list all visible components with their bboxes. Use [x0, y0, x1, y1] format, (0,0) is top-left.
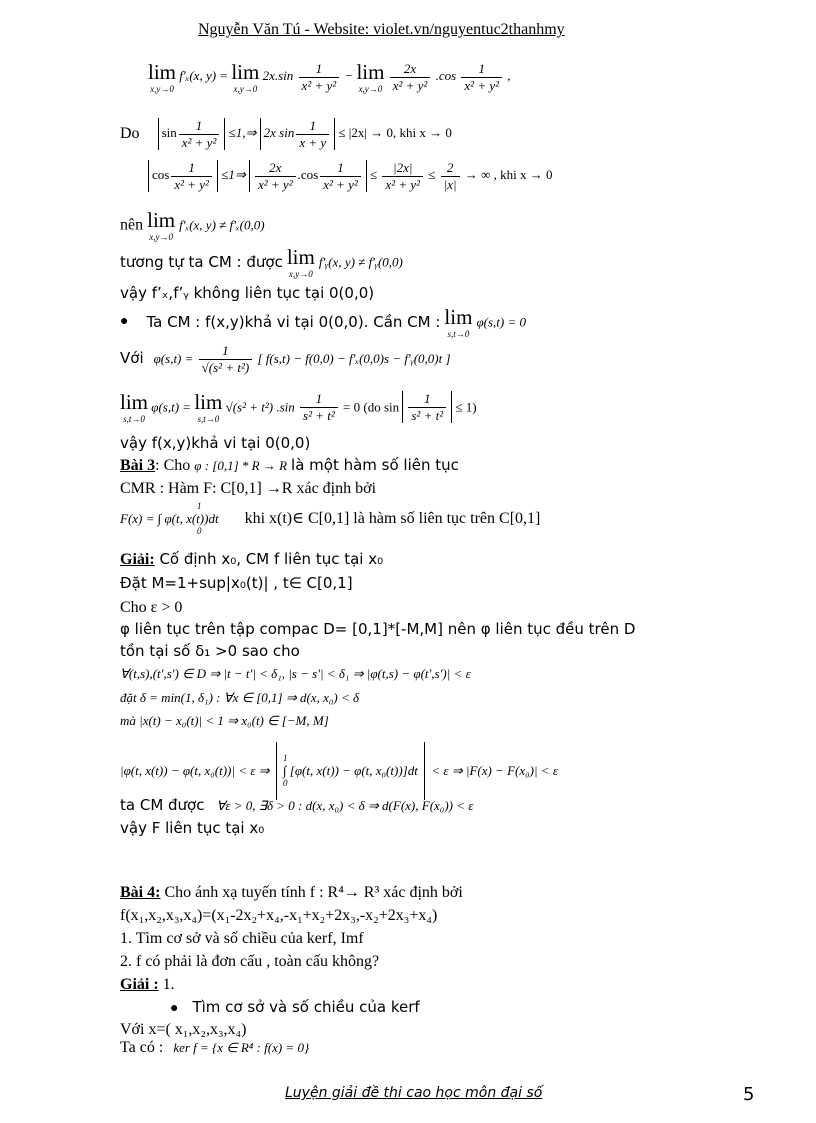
line-tuong-tu: tương tự ta CM : được lim x,y→0 f'ᵧ(x, y) ≠ f'ᵧ(0,0) [120, 245, 403, 280]
expr-text: ≤ |2x| → 0, khi x → 0 [338, 125, 452, 141]
line-ta-cm: ta CM được ∀ε > 0, ∃δ > 0 : d(x, x₀) < δ ⇒ d(F(x), F(x₀)) < ε [120, 796, 474, 814]
bullet1-expression: φ(s,t) = 0 [476, 314, 526, 330]
expr-text: ≤ [428, 167, 436, 183]
bai3-expression: φ : [0,1] * R → R [194, 458, 288, 473]
tuong-tu-expression: f'ᵧ(x, y) ≠ f'ᵧ(0,0) [318, 254, 403, 270]
formula-cos: cos $\frac{1}{\text{x² + y²}}$ ≤1⇒ $\frac{2x}{\text{x² + y²}}$ .cos $\frac{1}{\text{x² + y²}}$ ≤ $\frac{|2x|}{\text{x² + y²}}$ ≤ $\frac{2}{|x|}$ → ∞ , khi x → 0 [148, 160, 553, 192]
page-header [198, 20, 565, 39]
formula-forall: ∀(t,s),(t',s') ∈ D ⇒ |t − t'| < δ₁, |s − s'| < δ₁ ⇒ |φ(t,s) − φ(t',s')| < ε [120, 666, 471, 681]
line-cmr: CMR : Hàm F: C[0,1] →R xác định bởi [120, 480, 377, 497]
fraction: $\frac{1}{\text{x² + y²}}$ [299, 61, 340, 93]
lim-operator: lim [231, 60, 260, 84]
bullet-ta-cm: ● Ta CM : f(x,y)khả vi tại 0(0,0). Cần CM : lim s,t→0 φ(s,t) = 0 [120, 305, 526, 340]
formula-F: 1 F(x) = ∫ φ(t, x(t))dt 0 khi x(t)∈ C[0,1] là hàm số liên tục trên C[0,1] [120, 501, 541, 536]
bai3-title: Bài 3 [120, 457, 156, 474]
expr-text: → ∞ , khi x → 0 [464, 167, 553, 183]
lim-subscript: x,y→0 [358, 84, 383, 95]
line-q1: 1. Tìm cơ sở và số chiều của kerf, Imf [120, 930, 364, 947]
fraction: $\frac{|2x|}{\text{x² + y²}}$ [382, 160, 423, 192]
line-nen: nên lim x,y→0 f'ₓ(x, y) ≠ f'ₓ(0,0) [120, 208, 265, 243]
ker-expression: ker f = {x ∈ R⁴ : f(x) = 0} [173, 1040, 310, 1055]
giai-heading: Giải: Cố định x₀, CM f liên tục tại x₀ [120, 550, 384, 568]
fraction: $\frac{2x}{\text{x² + y²}}$ [390, 61, 431, 93]
fraction: $\frac{2}{|x|}$ [441, 160, 460, 192]
formula-dat-delta: đặt δ = min(1, δ₁) : ∀x ∈ [0,1] ⇒ d(x, x₀) < δ [120, 690, 360, 705]
bai4-title: Bài 4: [120, 884, 161, 901]
giai-label: Giải: [120, 551, 155, 568]
minus-sign: − [344, 68, 354, 84]
expr-text: , [507, 68, 511, 84]
line-voi-phi: Với φ(s,t) = $\frac{1}{\text{√(s² + t²)}}$ [ f(s,t) − f(0,0) − f'ₓ(0,0)s − f'ᵧ(0,0)t ] [120, 343, 451, 375]
expr-text: ≤ [370, 167, 378, 183]
line-vay3: vậy F liên tục tại x₀ [120, 819, 265, 837]
line-vay2: vậy f(x,y)khả vi tại 0(0,0) [120, 434, 311, 452]
formula-lim-fx [148, 60, 511, 94]
line-ton-tai: tồn tại số δ₁ >0 sao cho [120, 642, 300, 660]
do-label: Do [120, 124, 140, 142]
line-vay1: vậy f’ₓ,f’ᵧ không liên tục tại 0(0,0) [120, 284, 375, 302]
line-phi-lien-tuc: φ liên tục trên tập compac D= [0,1]*[-M,M] nên φ liên tục đều trên D [120, 620, 636, 638]
formula-do: Do sin $\frac{1}{\text{x² + y²}}$ ≤1,⇒ 2x sin $\frac{1}{x + y}$ ≤ |2x| → 0, khi x → 0 [120, 118, 452, 150]
tuong-tu-text: tương tự ta CM : được [120, 253, 283, 272]
expr-text: 2x.sin [262, 68, 294, 84]
expr-text: .cos [435, 68, 457, 84]
line-dat-m: Đặt M=1+sup|x₀(t)| , t∈ C[0,1] [120, 574, 353, 592]
line-voi-x: Với x=( x₁,x₂,x₃,x₄) [120, 1021, 247, 1038]
bullet-kerf: ● Tìm cơ sở và số chiều của kerf [170, 998, 420, 1016]
fx-partial: f'ₓ(x, y) = [179, 68, 229, 84]
nen-expression: f'ₓ(x, y) ≠ f'ₓ(0,0) [179, 217, 265, 233]
line-q2: 2. f có phải là đơn cấu , toàn cấu không? [120, 953, 380, 970]
ta-cm-expression: ∀ε > 0, ∃δ > 0 : d(x, x₀) < δ ⇒ d(F(x), F(x₀)) < ε [216, 798, 474, 813]
giai2-label: Giải : [120, 976, 159, 993]
formula-integral-ineq: |φ(t, x(t)) − φ(t, x₀(t))| < ε ⇒ 1 ∫ [φ(t, x(t)) − φ(t, x₀(t))]dt 0 < ε ⇒ |F(x) − F(x₀)| < ε [120, 742, 558, 800]
line-ta-co: Ta có : ker f = {x ∈ R⁴ : f(x) = 0} [120, 1039, 310, 1056]
header-website: - Website: violet.vn/nguyentuc2thanhmy [300, 21, 565, 38]
expr-text: ≤1⇒ [221, 167, 246, 183]
page-footer-title: Luyện giải đề thi cao học môn đại số [285, 1085, 543, 1101]
F-text: khi x(t)∈ C[0,1] là hàm số liên tục trên C[0,1] [244, 510, 541, 528]
page-number: 5 [743, 1084, 755, 1105]
lim-subscript: x,y→0 [150, 84, 174, 95]
formula-ma: mà |x(t) − x₀(t)| < 1 ⇒ x₀(t) ∈ [−M, M] [120, 713, 329, 728]
expr-text: ≤1,⇒ [228, 125, 257, 141]
voi-label: Với [120, 349, 144, 368]
lim-subscript: x,y→0 [233, 84, 258, 95]
F-definition: F(x) = ∫ φ(t, x(t))dt [120, 511, 219, 526]
header-author: Nguyễn Văn Tú [198, 21, 301, 38]
nen-label: nên [120, 216, 144, 234]
bai3-heading: Bài 3: Cho φ : [0,1] * R → R là một hàm số liên tục [120, 456, 459, 474]
bai4-heading: Bài 4: Cho ánh xạ tuyến tính f : R⁴→ R³ xác định bởi [120, 884, 463, 901]
formula-lim-phi: lim s,t→0 φ(s,t) = lim s,t→0 √(s² + t²) .sin $\frac{1}{\text{s² + t²}}$ = 0 (do sin $\frac{1}{\text{s² + t²}}$ ≤ 1) [120, 390, 477, 425]
bullet1-text: Ta CM : f(x,y)khả vi tại 0(0,0). Cần CM : [146, 313, 441, 332]
giai2-heading: Giải : 1. [120, 976, 175, 993]
line-bai4-def: f(x₁,x₂,x₃,x₄)=(x₁-2x₂+x₄,-x₁+x₂+2x₃,-x₂+2x₃+x₄) [120, 907, 438, 924]
fraction: $\frac{1}{\text{x² + y²}}$ [461, 61, 502, 93]
line-cho-eps: Cho ε > 0 [120, 599, 183, 616]
lim-operator: lim [356, 60, 385, 84]
lim-operator: lim [148, 60, 177, 84]
